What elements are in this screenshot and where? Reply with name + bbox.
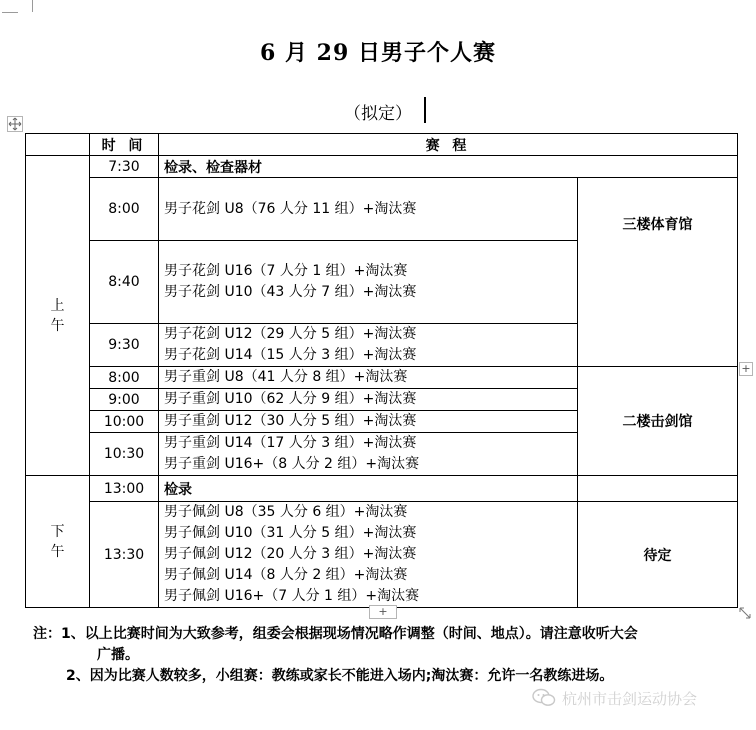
venue-third-floor (578, 178, 738, 367)
move-arrows-icon (8, 117, 22, 131)
table-row (26, 178, 738, 241)
event-line: 男子佩剑 U8（35 人分 6 组）+淘汰赛 (164, 504, 408, 520)
text-cursor (424, 97, 426, 123)
table-row (26, 156, 738, 178)
table-row (26, 502, 738, 608)
event-line: 男子重剑 U12（30 人分 5 组）+淘汰赛 (164, 413, 417, 429)
event-line: 男子重剑 U10（62 人分 9 组）+淘汰赛 (164, 391, 417, 407)
event-line: 男子佩剑 U16+（7 人分 1 组）+淘汰赛 (164, 588, 420, 604)
venue-second-floor (578, 367, 738, 476)
venue-empty (578, 476, 738, 502)
note-1-line-1: 注：1、以上比赛时间为大致参考，组委会根据现场情况略作调整（时间、地点）。请注意收听大会 (33, 626, 638, 642)
event-line: 男子佩剑 U10（31 人分 5 组）+淘汰赛 (164, 525, 417, 541)
time-cell: 7:30 (90, 156, 159, 178)
header-time: 时 间 (90, 134, 159, 156)
event-line: 男子花剑 U10（43 人分 7 组）+淘汰赛 (164, 284, 417, 300)
venue-tbd: 待定 (578, 502, 738, 608)
period-afternoon (26, 476, 90, 608)
time-cell: 9:30 (90, 324, 159, 367)
table-row (26, 476, 738, 502)
time-cell: 8:00 (90, 367, 159, 389)
period-morning (26, 156, 90, 476)
event-cell (159, 389, 578, 411)
period-afternoon-label: 下午 (50, 523, 65, 560)
event-cell: 检录、检查器材 (159, 156, 738, 178)
note-2: 2、因为比赛人数较多，小组赛：教练或家长不能进入场内;淘汰赛：允许一名教练进场。 (66, 668, 614, 684)
page-corner-mark (18, 0, 33, 12)
event-cell: 检录 (159, 476, 578, 502)
time-cell: 10:30 (90, 433, 159, 476)
table-row (26, 367, 738, 389)
watermark (532, 686, 697, 710)
header-schedule: 赛 程 (159, 134, 738, 156)
time-cell: 8:40 (90, 241, 159, 324)
note-1-line-2: 广播。 (97, 647, 139, 663)
event-line: 男子重剑 U8（41 人分 8 组）+淘汰赛 (164, 369, 408, 385)
table-header-row (26, 134, 738, 156)
table-resize-handle[interactable] (738, 606, 752, 620)
event-line: 男子重剑 U16+（8 人分 2 组）+淘汰赛 (164, 456, 420, 472)
event-cell (159, 433, 578, 476)
event-line: 男子佩剑 U12（20 人分 3 组）+淘汰赛 (164, 546, 417, 562)
event-cell (159, 502, 578, 608)
add-column-button[interactable] (739, 362, 753, 376)
resize-arrow-icon (738, 606, 752, 620)
event-cell (159, 241, 578, 324)
venue-label: 三楼体育馆 (622, 217, 693, 233)
period-morning-label: 上午 (50, 297, 65, 334)
table-move-handle[interactable] (7, 116, 23, 132)
venue-label: 二楼击剑馆 (622, 414, 693, 430)
time-cell: 10:00 (90, 411, 159, 433)
watermark-text: 杭州市击剑运动协会 (562, 689, 698, 708)
event-cell (159, 324, 578, 367)
add-row-button[interactable] (369, 605, 397, 619)
event-line: 男子重剑 U14（17 人分 3 组）+淘汰赛 (164, 435, 417, 451)
event-line: 男子花剑 U14（15 人分 3 组）+淘汰赛 (164, 347, 417, 363)
document-subtitle: （拟定） (344, 104, 412, 124)
document-title: 6 月 29 日男子个人赛 (260, 40, 496, 66)
page-corner-mark (2, 11, 18, 13)
time-cell: 9:00 (90, 389, 159, 411)
event-line: 男子花剑 U12（29 人分 5 组）+淘汰赛 (164, 326, 417, 342)
wechat-logo-icon (532, 688, 556, 708)
event-cell (159, 178, 578, 241)
event-line: 男子佩剑 U14（8 人分 2 组）+淘汰赛 (164, 567, 408, 583)
event-cell (159, 411, 578, 433)
time-cell: 13:00 (90, 476, 159, 502)
header-period (26, 134, 90, 156)
event-line: 男子花剑 U16（7 人分 1 组）+淘汰赛 (164, 263, 408, 279)
plus-icon: + (741, 362, 751, 375)
time-cell: 8:00 (90, 178, 159, 241)
time-cell: 13:30 (90, 502, 159, 608)
plus-icon: + (378, 605, 388, 618)
event-line: 男子花剑 U8（76 人分 11 组）+淘汰赛 (164, 200, 417, 217)
schedule-table (25, 133, 738, 608)
event-cell (159, 367, 578, 389)
